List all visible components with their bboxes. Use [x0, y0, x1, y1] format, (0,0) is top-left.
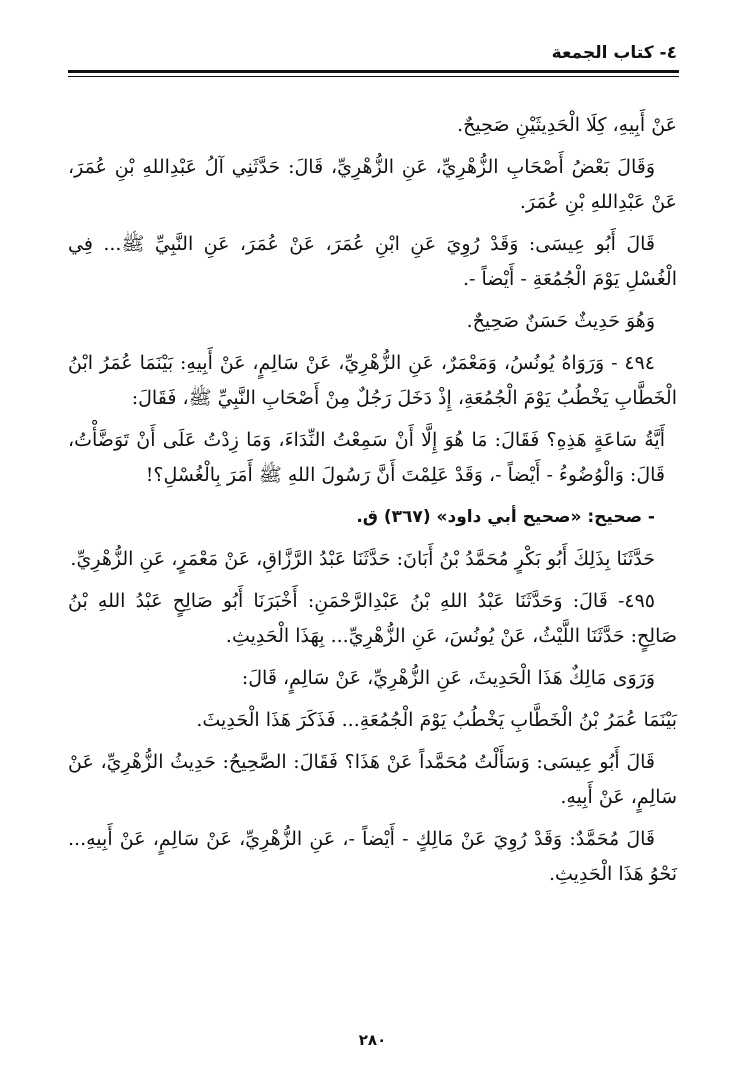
- hadith-494: ٤٩٤ - وَرَوَاهُ يُونُسُ، وَمَعْمَرٌ، عَنِ الزُّهْرِيِّ، عَنْ سَالِمٍ، عَنْ أَبِيهِ: بَيْنَمَا عُمَرُ ابْنُ الْخَطَّابِ يَخْطُبُ يَوْمَ الْجُمُعَةِ، إِذْ دَخَلَ رَجُلٌ مِنْ أَصْحَابِ النَّبِيِّ ﷺ، فَقَالَ:: [68, 352, 677, 409]
- paragraph-grading-comment: وَهُوَ حَدِيثٌ حَسَنٌ صَحِيحٌ.: [466, 310, 655, 332]
- paragraph-malik-narration: وَرَوَى مَالِكٌ هَذَا الْحَدِيثَ، عَنِ الزُّهْرِيِّ، عَنْ سَالِمٍ، قَالَ:: [241, 667, 655, 689]
- paragraph-abu-isa-question: قَالَ أَبُو عِيسَى: وَسَأَلْتُ مُحَمَّداً عَنْ هَذَا؟ فَقَالَ: الصَّحِيحُ: حَدِيثُ الزُّهْرِيِّ، عَنْ سَالِمٍ، عَنْ أَبِيهِ.: [68, 751, 677, 808]
- header-rule-thin: [68, 76, 679, 77]
- paragraph-chain: حَدَّثَنَا بِذَلِكَ أَبُو بَكْرٍ مُحَمَّدُ بْنُ أَبَانَ: حَدَّثَنَا عَبْدُ الرَّزَّاقِ، عَنْ مَعْمَرٍ، عَنِ الزُّهْرِيِّ.: [70, 548, 655, 570]
- paragraph-continuation: عَنْ أَبِيهِ، كِلَا الْحَدِيثَيْنِ صَحِيحٌ.: [457, 114, 677, 136]
- running-header: ٤- كتاب الجمعة: [551, 43, 677, 63]
- hadith-grading: - صحيح: «صحيح أبي داود» (٣٦٧) ق.: [356, 507, 655, 527]
- paragraph-abu-isa-note: قَالَ أَبُو عِيسَى: وَقَدْ رُوِيَ عَنِ ابْنِ عُمَرَ، عَنْ عُمَرَ، عَنِ النَّبِيِّ ﷺ... فِي الْغُسْلِ يَوْمَ الْجُمُعَةِ - أَيْضاً -.: [68, 233, 677, 290]
- header-rule-thick: [68, 70, 679, 73]
- paragraph-muhammad-note: قَالَ مُحَمَّدٌ: وَقَدْ رُوِيَ عَنْ مَالِكٍ - أَيْضاً -، عَنِ الزُّهْرِيِّ، عَنْ سَالِمٍ، عَنْ أَبِيهِ... نَحْوُ هَذَا الْحَدِيثِ.: [68, 828, 677, 885]
- paragraph-malik-text: بَيْنَمَا عُمَرُ بْنُ الْخَطَّابِ يَخْطُبُ يَوْمَ الْجُمُعَةِ... فَذَكَرَ هَذَا الْحَدِيثَ.: [196, 709, 677, 731]
- hadith-495: ٤٩٥- قَالَ: وَحَدَّثَنَا عَبْدُ اللهِ بْنُ عَبْدِالرَّحْمَنِ: أَخْبَرَنَا أَبُو صَالِحٍ عَبْدُ اللهِ بْنُ صَالِحٍ: حَدَّثَنَا اللَّيْثُ، عَنْ يُونُسَ، عَنِ الزُّهْرِيِّ... بِهَذَا الْحَدِيثِ.: [68, 590, 677, 647]
- page-number: ٢٨٠: [358, 1031, 387, 1049]
- body-text: [68, 108, 677, 899]
- hadith-494-text: أَيَّةُ سَاعَةٍ هَذِهِ؟ فَقَالَ: مَا هُوَ إِلَّا أَنْ سَمِعْتُ النِّدَاءَ، وَمَا زِدْتُ عَلَى أَنْ تَوَضَّأْتُ، قَالَ: وَالْوُضُوءُ - أَيْضاً -، وَقَدْ عَلِمْتَ أَنَّ رَسُولَ اللهِ ﷺ أَمَرَ بِالْغُسْلِ؟!: [68, 429, 665, 486]
- paragraph-narration: وَقَالَ بَعْضُ أَصْحَابِ الزُّهْرِيِّ، عَنِ الزُّهْرِيِّ، قَالَ: حَدَّثَنِي آلُ عَبْدِاللهِ بْنِ عُمَرَ، عَنْ عَبْدِاللهِ بْنِ عُمَرَ.: [68, 156, 677, 213]
